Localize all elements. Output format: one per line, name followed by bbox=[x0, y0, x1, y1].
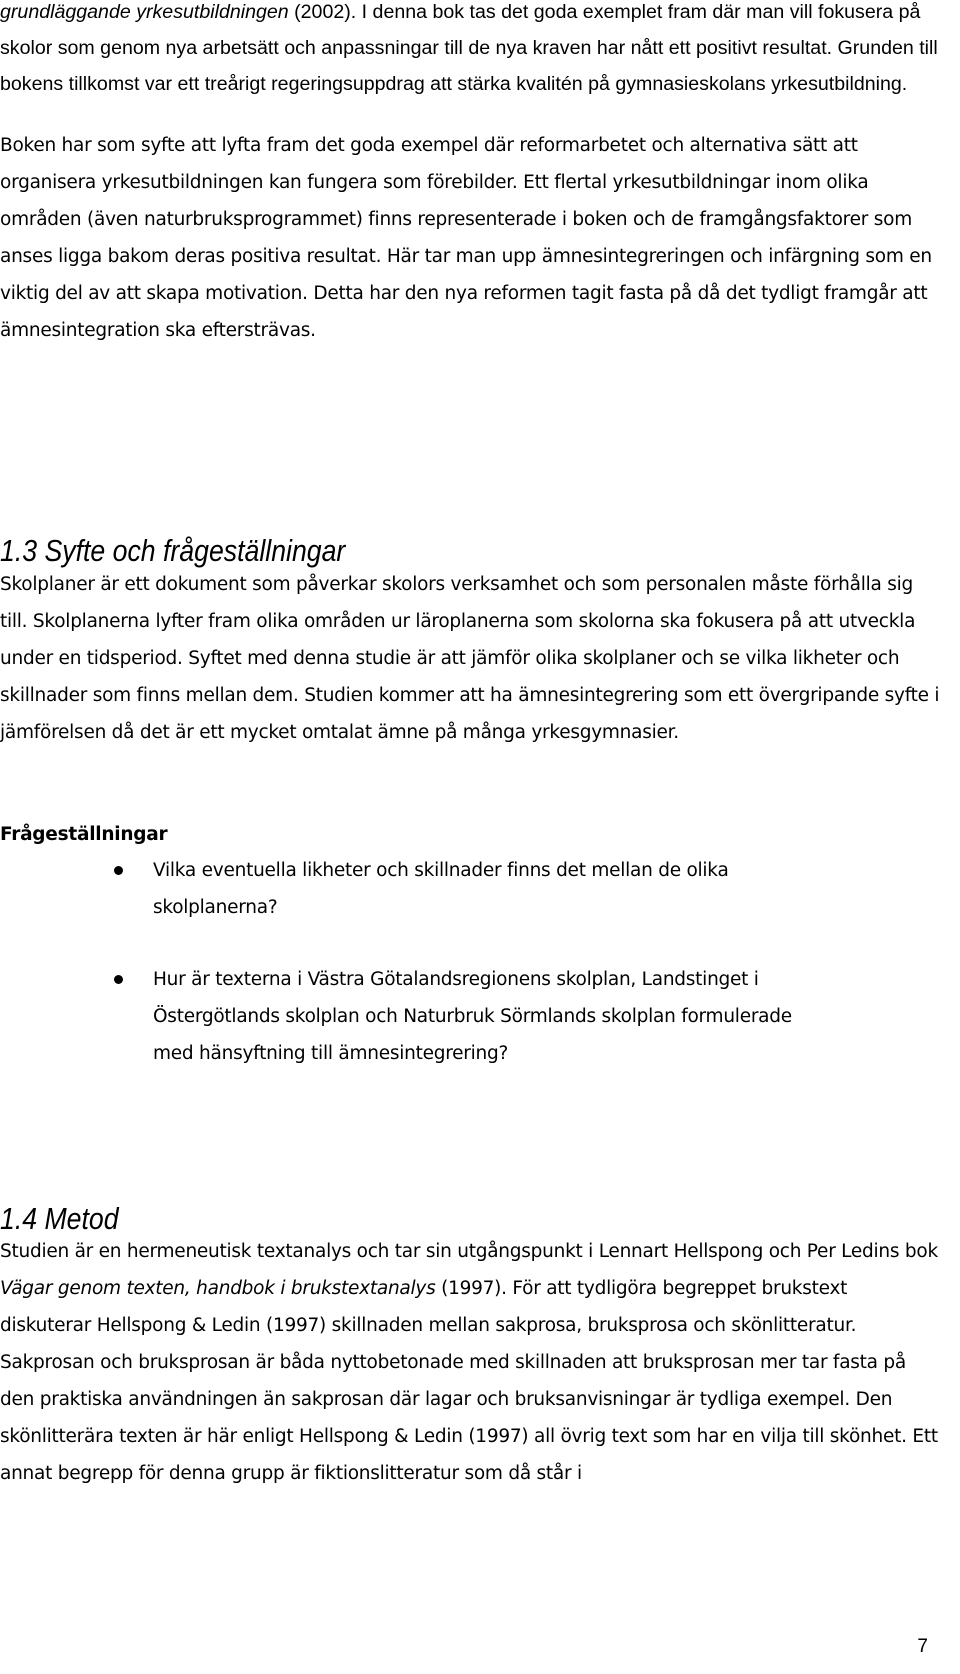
method-text-rest: (1997). För att tydligöra begreppet brukstext diskuterar Hellspong & Ledin (1997) skillnaden mellan sakprosa, bruksprosa och skönlitteratur. Sakprosan och bruksprosan är båda nyttobetonade med skillnaden att bruksprosan mer tar fasta på den praktiska användningen än sakprosan där lagar och bruksanvisningar är tydliga exempel. Den skönlitterära texten är här enligt Hellspong & Ledin (1997) all övrig text som har en vilja till skönhet. Ett annat begrepp för denna grupp är fiktionslitteratur som då står i bbox=[0, 1278, 938, 1484]
method-book-title: Vägar genom texten, handbok i brukstextanalys bbox=[0, 1278, 436, 1299]
method-text-start: Studien är en hermeneutisk textanalys och tar sin utgångspunkt i Lennart Hellspong och Per Ledins bok bbox=[0, 1241, 938, 1262]
purpose-paragraph: Skolplaner är ett dokument som påverkar skolors verksamhet och som personalen måste förhålla sig till. Skolplanerna lyfter fram olika områden ur läroplanerna som skolorna ska fokusera på att utveckla under en tidsperiod. Syftet med denna studie är att jämför olika skolplaner och se vilka likheter och skillnader som finns mellan dem. Studien kommer att ha ämnesintegrering som ett övergripande syfte i jämförelsen då det är ett mycket omtalat ämne på många yrkesgymnasier. bbox=[0, 574, 940, 743]
section-heading-method: 1.4 Metod bbox=[0, 1201, 119, 1236]
questions-list bbox=[0, 852, 940, 1072]
section-heading-purpose: 1.3 Syfte och frågeställningar bbox=[0, 533, 346, 568]
intro-body-paragraph: Boken har som syfte att lyfta fram det goda exempel där reformarbetet och alternativa sätt att organisera yrkesutbildningen kan fungera som förebilder. Ett flertal yrkesutbildningar inom olika områden (även naturbruksprogrammet) finns representerade i boken och de framgångsfaktorer som anses ligga bakom deras positiva resultat. Här tar man upp ämnesintegreringen och infärgning som en viktig del av att skapa motivation. Detta har den nya reformen tagit fasta på då det tydligt framgår att ämnesintegration ska eftersträvas. bbox=[0, 135, 932, 341]
list-item bbox=[0, 852, 833, 926]
intro-lead-text: (2002). I denna bok tas det goda exemplet fram där man vill fokusera på skolor som genom nya arbetsätt och anpassningar till de nya kraven har nått ett positivt resultat. Grunden till bokens tillkomst var ett treårigt regeringsuppdrag att stärka kvalitén på gymnasieskolans yrkesutbildning. bbox=[0, 1, 938, 95]
list-item bbox=[0, 961, 833, 1072]
question-text: Hur är texterna i Västra Götalandsregionens skolplan, Landstinget i Östergötlands skolplan och Naturbruk Sörmlands skolplan formulerade med hänsyftning till ämnesintegrering? bbox=[153, 969, 792, 1064]
page-number: 7 bbox=[917, 1636, 928, 1657]
bullet-icon bbox=[114, 866, 123, 875]
method-paragraph bbox=[0, 1233, 940, 1492]
questions-heading: Frågeställningar bbox=[0, 824, 168, 845]
question-text: Vilka eventuella likheter och skillnader finns det mellan de olika skolplanerna? bbox=[153, 860, 729, 918]
book-title-italic: grundläggande yrkesutbildningen bbox=[0, 1, 289, 23]
bullet-icon bbox=[114, 975, 123, 984]
intro-paragraph bbox=[0, 0, 940, 102]
